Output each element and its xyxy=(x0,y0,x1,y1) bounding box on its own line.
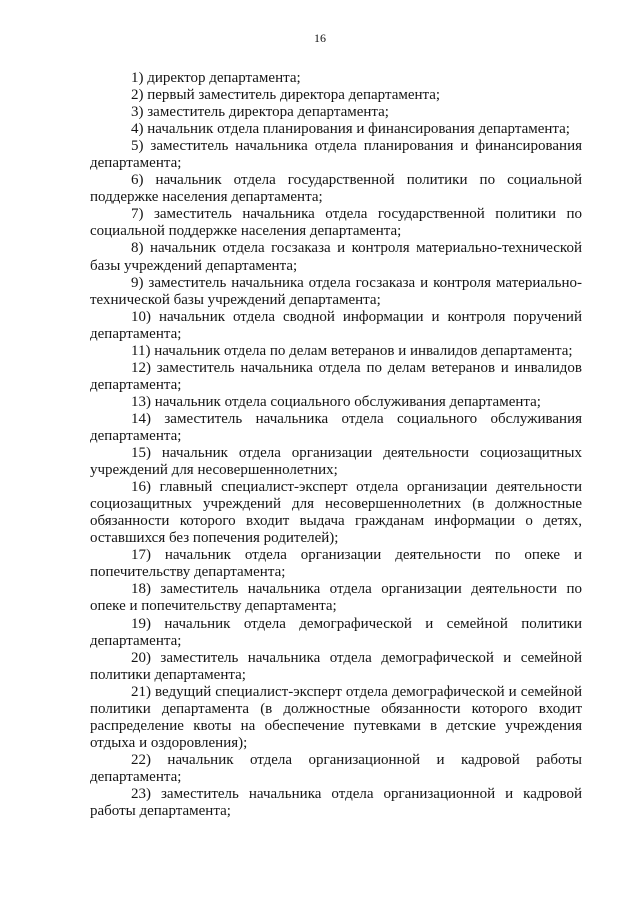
list-item: 7) заместитель начальника отдела государственной политики по социальной поддержке населения департамента; xyxy=(90,206,582,240)
list-item: 21) ведущий специалист-эксперт отдела демографической и семейной политики департамента (в должностные обязанности которого входит распределение квоты на обеспечение путевками в детские учреждения отдыха и оздоровления); xyxy=(90,683,582,751)
list-item: 19) начальник отдела демографической и семейной политики департамента; xyxy=(90,615,582,649)
list-item: 8) начальник отдела госзаказа и контроля материально-технической базы учреждений департамента; xyxy=(90,240,582,274)
list-item: 18) заместитель начальника отдела организации деятельности по опеке и попечительству департамента; xyxy=(90,581,582,615)
list-item: 13) начальник отдела социального обслуживания департамента; xyxy=(131,393,541,410)
list-item: 14) заместитель начальника отдела социального обслуживания департамента; xyxy=(90,410,582,444)
list-item: 11) начальник отдела по делам ветеранов и инвалидов департамента; xyxy=(131,342,573,359)
list-item: 9) заместитель начальника отдела госзаказа и контроля материально-технической базы учреждений департамента; xyxy=(90,274,582,308)
list-item: 2) первый заместитель директора департамента; xyxy=(131,87,441,104)
list-item: 23) заместитель начальника отдела организационной и кадровой работы департамента; xyxy=(90,785,582,820)
list-item: 3) заместитель директора департамента; xyxy=(131,104,389,121)
list-item: 15) начальник отдела организации деятельности социозащитных учреждений для несовершеннолетних; xyxy=(90,445,582,479)
list-item: 20) заместитель начальника отдела демографической и семейной политики департамента; xyxy=(90,649,582,683)
list-item: 17) начальник отдела организации деятельности по опеке и попечительству департамента; xyxy=(90,547,582,581)
list-item: 12) заместитель начальника отдела по делам ветеранов и инвалидов департамента; xyxy=(90,359,582,393)
list-item: 22) начальник отдела организационной и кадровой работы департамента; xyxy=(90,751,582,785)
list-item: 10) начальник отдела сводной информации и контроля поручений департамента; xyxy=(90,308,582,342)
list-item: 5) заместитель начальника отдела планирования и финансирования департамента; xyxy=(90,138,582,172)
list-item: 4) начальник отдела планирования и финансирования департамента; xyxy=(131,121,570,138)
page-number: 16 xyxy=(314,31,326,45)
position-list xyxy=(90,70,582,820)
list-item: 6) начальник отдела государственной политики по социальной поддержке населения департамента; xyxy=(90,172,582,206)
list-item: 1) директор департамента; xyxy=(131,70,301,86)
list-item: 16) главный специалист-эксперт отдела организации деятельности социозащитных учреждений для несовершеннолетних (в должностные обязанности которого входит выдача гражданам информации о детях, оставшихся без попечения родителей); xyxy=(90,479,582,547)
